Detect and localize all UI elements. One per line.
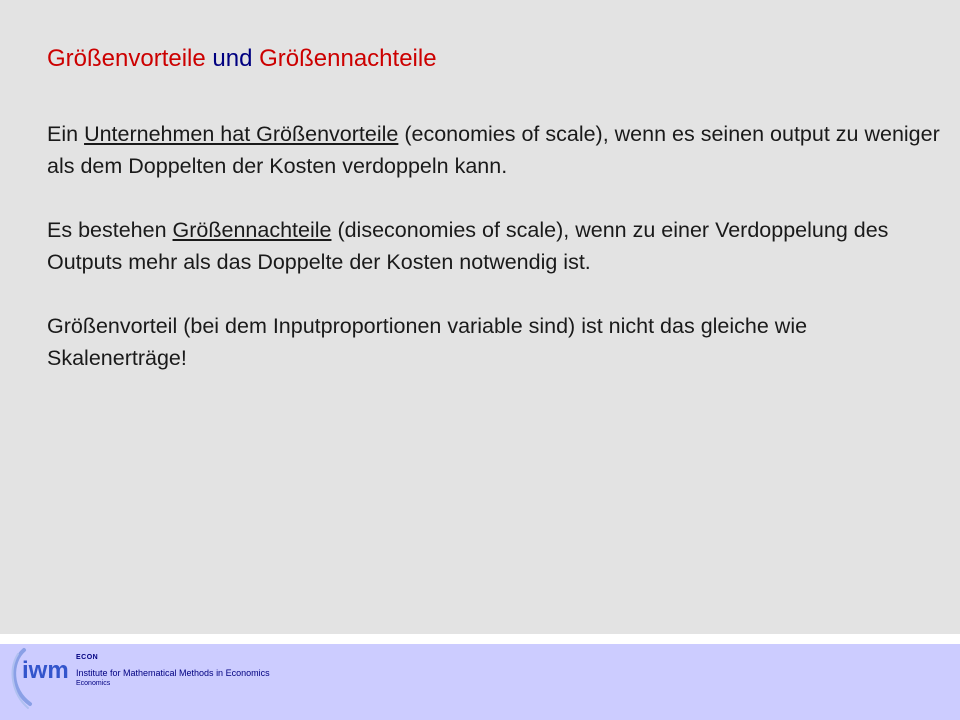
- slide-title: [47, 43, 437, 75]
- paragraph-2-underlined: Größennachteile: [172, 218, 332, 242]
- title-part-disadvantages: Größennachteile: [259, 45, 437, 72]
- paragraph-1-post: (economies of scale), wenn es seinen output zu weniger als dem Doppelten der Kosten verdoppeln kann.: [47, 122, 940, 178]
- slide-body: [47, 118, 947, 406]
- paragraph-diseconomies-of-scale: [47, 214, 947, 278]
- footer-bar: [0, 644, 960, 720]
- economics-label: Economics: [76, 680, 111, 687]
- footer-divider: [0, 634, 960, 644]
- svg-text:iwm: iwm: [22, 657, 69, 684]
- econ-label: ECON: [76, 654, 99, 661]
- paragraph-1-underlined: Unternehmen hat Größenvorteile: [84, 122, 399, 146]
- institute-name: Institute for Mathematical Methods in Economics: [76, 668, 270, 678]
- title-part-advantages: Größenvorteile: [47, 45, 206, 72]
- paragraph-economies-of-scale: [47, 118, 947, 182]
- paragraph-2-post: (diseconomies of scale), wenn zu einer Verdoppelung des Outputs mehr als das Doppelte der Kosten notwendig ist.: [47, 218, 889, 274]
- paragraph-2-pre: Es bestehen: [47, 218, 173, 242]
- paragraph-1-pre: Ein: [47, 122, 85, 146]
- title-connector: und: [205, 45, 260, 72]
- paragraph-returns-to-scale: Größenvorteil (bei dem Inputproportionen variable sind) ist nicht das gleiche wie Skalenerträge!: [47, 314, 808, 370]
